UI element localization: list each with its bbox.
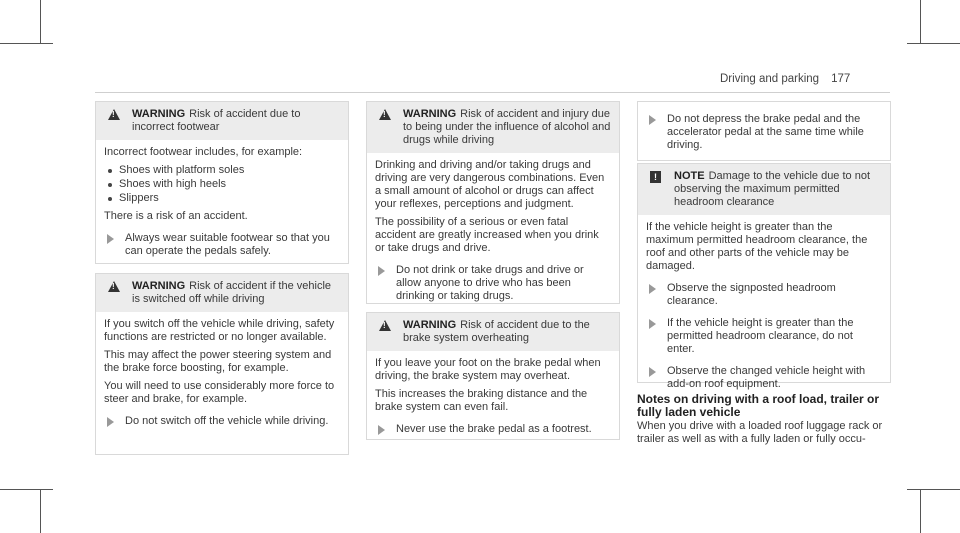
warning-header	[367, 313, 619, 351]
paragraph: You will need to use considerably more force to steer and brake, for example.	[104, 380, 335, 405]
note-header	[638, 164, 890, 215]
warning-intro: Incorrect footwear includes, for example:	[104, 146, 303, 158]
crop-mark	[907, 489, 960, 490]
warning-alcohol-drugs	[366, 101, 620, 304]
action-step: Observe the signposted headroom clearance.	[646, 282, 882, 308]
paragraph: This may affect the power steering system and the brake force boosting, for example.	[104, 349, 332, 374]
warning-continued	[637, 101, 891, 161]
crop-mark	[0, 43, 53, 44]
paragraph: If you leave your foot on the brake pedal when driving, the brake system may overheat.	[375, 357, 601, 382]
header-rule	[95, 92, 890, 93]
step-arrow-icon	[107, 417, 114, 427]
footwear-list	[104, 164, 340, 205]
warning-triangle-icon	[379, 109, 391, 120]
step-arrow-icon	[649, 284, 656, 294]
action-step: Observe the changed vehicle height with add-on roof equipment.	[646, 365, 882, 391]
warning-title: WARNING Risk of accident if the vehicle is switched off while driving	[132, 280, 332, 305]
warning-header	[96, 102, 348, 140]
warning-vehicle-switched-off	[95, 273, 349, 455]
paragraph: If the vehicle height is greater than the maximum permitted headroom clearance, the roof and other parts of the vehicle may be damaged.	[646, 221, 868, 272]
crop-mark	[920, 489, 921, 533]
risk-text: There is a risk of an accident.	[104, 210, 248, 222]
list-item: Shoes with platform soles	[104, 164, 340, 177]
crop-mark	[920, 0, 921, 44]
paragraph: The possibility of a serious or even fatal accident are greatly increased when you drink or take drugs and drive.	[375, 216, 599, 254]
section-name: Driving and parking	[720, 73, 820, 85]
note-title: NOTE Damage to the vehicle due to not observing the maximum permitted headroom clearance	[674, 170, 871, 208]
warning-title: WARNING Risk of accident and injury due to being under the influence of alcohol and drugs while driving	[403, 108, 611, 146]
running-header	[720, 73, 850, 85]
action-step: Do not switch off the vehicle while driving.	[104, 415, 340, 428]
note-icon: !	[650, 171, 661, 183]
list-item: Shoes with high heels	[104, 178, 340, 191]
warning-title: WARNING Risk of accident due to the brake system overheating	[403, 319, 590, 344]
paragraph: This increases the braking distance and the brake system can even fail.	[375, 388, 588, 413]
action-step: Do not depress the brake pedal and the accelerator pedal at the same time while driving.	[646, 113, 882, 152]
section-body: When you drive with a loaded roof luggage rack or trailer as well as with a fully laden or fully occu-	[637, 420, 883, 445]
crop-mark	[40, 0, 41, 44]
warning-triangle-icon	[108, 109, 120, 120]
action-step: Never use the brake pedal as a footrest.	[375, 423, 611, 436]
page-number: 177	[831, 73, 851, 85]
warning-header	[367, 102, 619, 153]
action-step: Always wear suitable footwear so that you can operate the pedals safely.	[104, 232, 340, 258]
warning-triangle-icon	[379, 320, 391, 331]
warning-triangle-icon	[108, 281, 120, 292]
paragraph: Drinking and driving and/or taking drugs and driving are very dangerous combinations. Even a small amount of alcohol or drugs can affect your reflexes, perceptions and judgment.	[375, 159, 605, 210]
paragraph: If you switch off the vehicle while driving, safety functions are restricted or no longer available.	[104, 318, 335, 343]
warning-header	[96, 274, 348, 312]
step-arrow-icon	[649, 115, 656, 125]
step-arrow-icon	[107, 234, 114, 244]
warning-footwear	[95, 101, 349, 264]
warning-brake-overheating	[366, 312, 620, 440]
crop-mark	[0, 489, 53, 490]
crop-mark	[907, 43, 960, 44]
step-arrow-icon	[649, 319, 656, 329]
note-headroom	[637, 163, 891, 390]
action-step: If the vehicle height is greater than the permitted headroom clearance, do not enter.	[646, 317, 882, 356]
section-heading: Notes on driving with a roof load, trailer or fully laden vehicle	[637, 392, 880, 419]
step-arrow-icon	[378, 425, 385, 435]
warning-title: WARNING Risk of accident due to incorrect footwear	[132, 108, 301, 133]
list-item: Slippers	[104, 192, 340, 205]
action-step: Do not drink or take drugs and drive or allow anyone to drive who has been drinking or taking drugs.	[375, 264, 611, 303]
crop-mark	[40, 489, 41, 533]
step-arrow-icon	[649, 367, 656, 377]
step-arrow-icon	[378, 266, 385, 276]
